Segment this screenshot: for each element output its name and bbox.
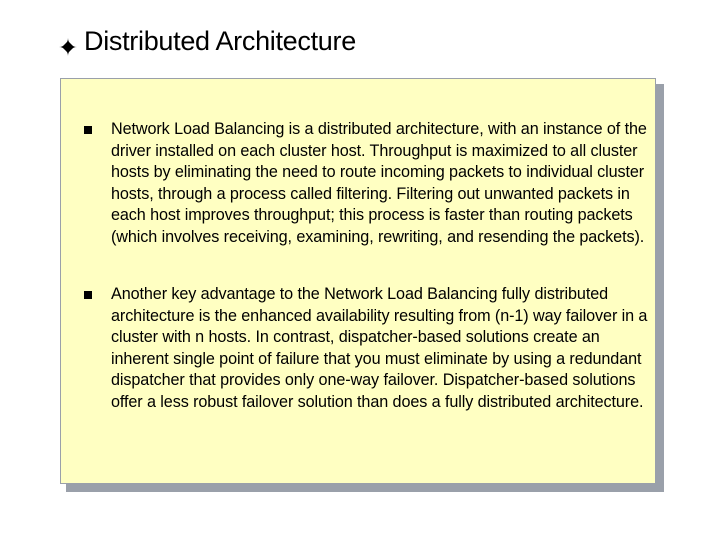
diamond-bullet-icon (58, 33, 78, 53)
square-bullet-icon (84, 126, 92, 134)
square-bullet-icon (84, 291, 92, 299)
bullet-text: Network Load Balancing is a distributed architecture, with an instance of the driver installed on each cluster host. Throughput is maximized to all cluster hosts by eliminating the need to route incoming packets to individual cluster hosts, through a process called filtering. Filtering out unwanted packets in each host improves throughput; this process is faster than routing packets (which involves receiving, examining, rewriting, and resending the packets). (111, 120, 647, 246)
bullet-item (111, 119, 661, 249)
slide-title-text: Distributed Architecture (84, 26, 356, 56)
bullet-item (111, 284, 661, 414)
slide-title (58, 26, 356, 57)
bullet-text: Another key advantage to the Network Load Balancing fully distributed architecture is the enhanced availability resulting from (n-1) way failover in a cluster with n hosts. In contrast, dispatcher-based solutions create an inherent single point of failure that you must eliminate by using a redundant dispatcher that provides only one-way failover. Dispatcher-based solutions offer a less robust failover solution than does a fully distributed architecture. (111, 285, 648, 411)
content-panel (60, 78, 656, 484)
